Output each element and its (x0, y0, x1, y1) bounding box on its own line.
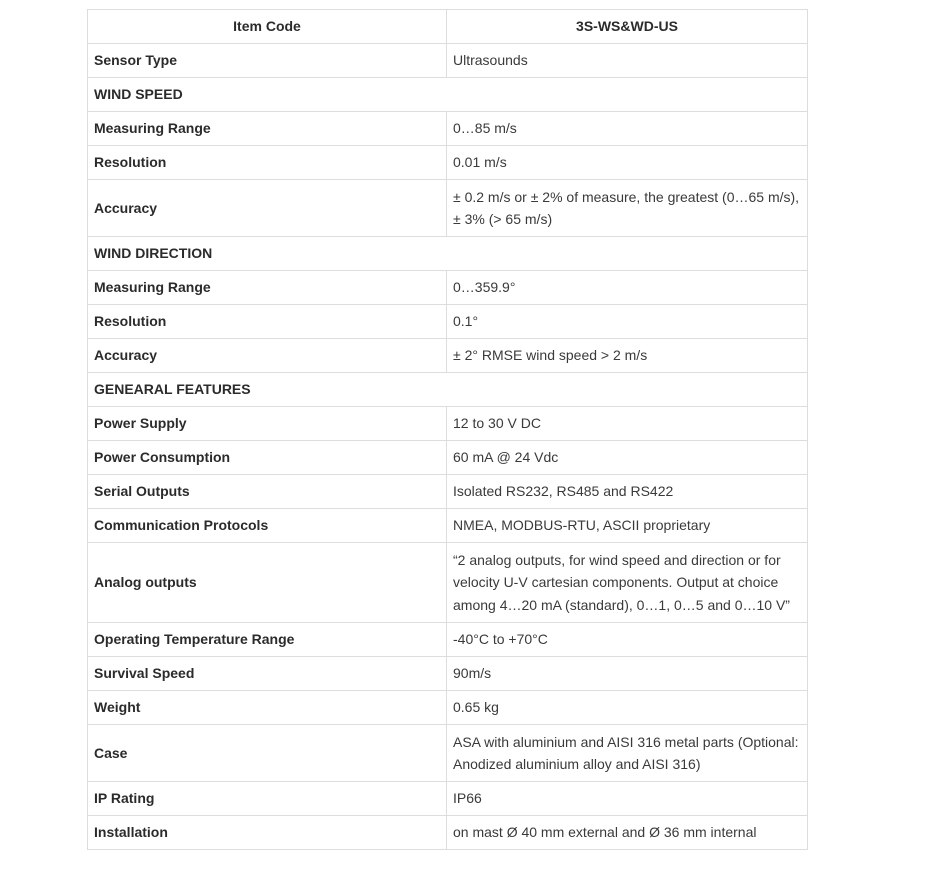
spec-label: Communication Protocols (88, 509, 447, 543)
spec-label: Case (88, 725, 447, 782)
table-row (88, 816, 808, 850)
table-row (88, 623, 808, 657)
section-heading: GENEARAL FEATURES (88, 373, 808, 407)
table-row (88, 475, 808, 509)
spec-label: Resolution (88, 146, 447, 180)
spec-value: 0…85 m/s (447, 112, 808, 146)
table-row (88, 691, 808, 725)
spec-label: Sensor Type (88, 44, 447, 78)
spec-value: 12 to 30 V DC (447, 407, 808, 441)
spec-label: Accuracy (88, 180, 447, 237)
spec-value: 0.1° (447, 305, 808, 339)
spec-value: ASA with aluminium and AISI 316 metal parts (Optional: Anodized aluminium alloy and AISI 316) (447, 725, 808, 782)
table-row (88, 782, 808, 816)
table-row (88, 441, 808, 475)
spec-value: on mast Ø 40 mm external and Ø 36 mm internal (447, 816, 808, 850)
table-row (88, 725, 808, 782)
spec-label: Survival Speed (88, 657, 447, 691)
table-row (88, 271, 808, 305)
spec-value: 90m/s (447, 657, 808, 691)
spec-value: IP66 (447, 782, 808, 816)
spec-label: Measuring Range (88, 112, 447, 146)
spec-value: ± 2° RMSE wind speed > 2 m/s (447, 339, 808, 373)
header-label-cell: Item Code (88, 10, 447, 44)
spec-value: -40°C to +70°C (447, 623, 808, 657)
spec-label: Installation (88, 816, 447, 850)
table-row (88, 407, 808, 441)
spec-table (87, 9, 808, 850)
table-row (88, 509, 808, 543)
spec-value: 60 mA @ 24 Vdc (447, 441, 808, 475)
table-row (88, 112, 808, 146)
spec-label: Analog outputs (88, 543, 447, 623)
spec-value: Ultrasounds (447, 44, 808, 78)
section-row (88, 78, 808, 112)
spec-label: IP Rating (88, 782, 447, 816)
spec-label: Power Consumption (88, 441, 447, 475)
table-row (88, 657, 808, 691)
section-row (88, 373, 808, 407)
header-value-cell: 3S-WS&WD-US (447, 10, 808, 44)
section-heading: WIND DIRECTION (88, 237, 808, 271)
spec-label: Accuracy (88, 339, 447, 373)
spec-label: Power Supply (88, 407, 447, 441)
section-heading: WIND SPEED (88, 78, 808, 112)
table-row (88, 305, 808, 339)
spec-label: Weight (88, 691, 447, 725)
section-row (88, 237, 808, 271)
spec-value: ± 0.2 m/s or ± 2% of measure, the greatest (0…65 m/s), ± 3% (> 65 m/s) (447, 180, 808, 237)
spec-value: 0.01 m/s (447, 146, 808, 180)
table-row (88, 146, 808, 180)
table-row (88, 44, 808, 78)
spec-label: Operating Temperature Range (88, 623, 447, 657)
table-header-row (88, 10, 808, 44)
spec-value: NMEA, MODBUS-RTU, ASCII proprietary (447, 509, 808, 543)
spec-value: 0.65 kg (447, 691, 808, 725)
table-row (88, 339, 808, 373)
spec-label: Resolution (88, 305, 447, 339)
spec-label: Measuring Range (88, 271, 447, 305)
spec-value: 0…359.9° (447, 271, 808, 305)
spec-value: “2 analog outputs, for wind speed and direction or for velocity U-V cartesian components. Output at choice among 4…20 mA (standard), 0…1, 0…5 and 0…10 V” (447, 543, 808, 623)
spec-value: Isolated RS232, RS485 and RS422 (447, 475, 808, 509)
table-row (88, 543, 808, 623)
table-row (88, 180, 808, 237)
spec-label: Serial Outputs (88, 475, 447, 509)
